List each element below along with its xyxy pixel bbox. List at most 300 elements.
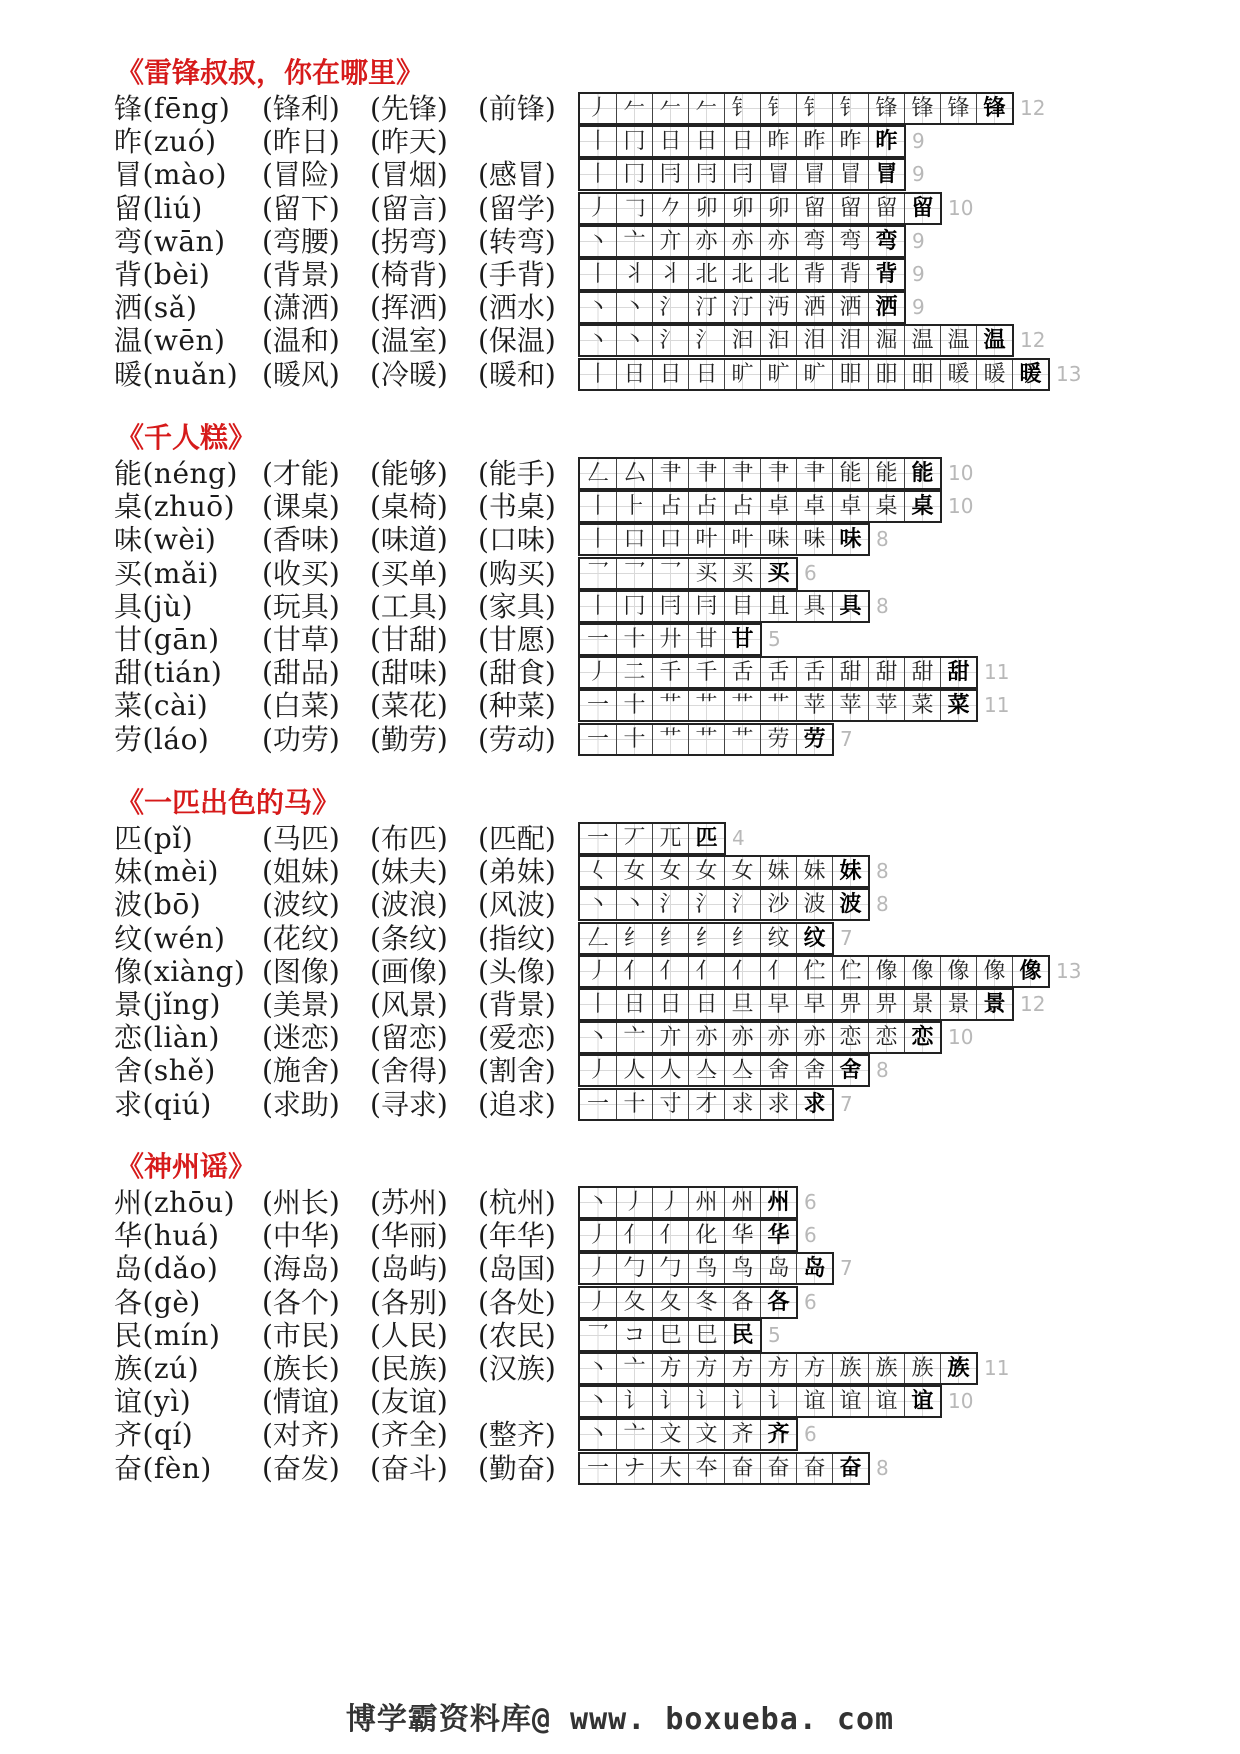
character-pinyin: 菜(cài) xyxy=(114,689,209,723)
character-row xyxy=(0,455,1240,492)
stroke-cell: 占 xyxy=(688,492,724,521)
stroke-cell: 丿 xyxy=(652,1188,688,1217)
character-row xyxy=(0,1450,1240,1487)
stroke-cell: 女 xyxy=(724,857,760,886)
stroke-cell: 伫 xyxy=(796,957,832,986)
stroke-count: 5 xyxy=(768,1322,781,1347)
stroke-cell: 留 xyxy=(904,194,940,223)
character-row xyxy=(0,886,1240,923)
stroke-cell: 弯 xyxy=(796,227,832,256)
word-example: (花纹) xyxy=(262,921,340,955)
word-example: (年华) xyxy=(478,1219,556,1253)
character-row xyxy=(0,1350,1240,1387)
stroke-cell: 背 xyxy=(796,260,832,289)
stroke-cell: 卓 xyxy=(796,492,832,521)
stroke-count: 4 xyxy=(732,826,745,850)
stroke-order-grid xyxy=(578,822,726,855)
word-example: (风景) xyxy=(370,988,448,1021)
stroke-order-grid xyxy=(578,1319,762,1352)
stroke-cell: 𠂉 xyxy=(616,94,652,123)
stroke-cell: 且 xyxy=(760,592,796,621)
stroke-cell: 日 xyxy=(652,127,688,156)
character-pinyin: 昨(zuó) xyxy=(114,125,217,159)
stroke-cell: 味 xyxy=(760,525,796,554)
stroke-cell: 温 xyxy=(904,326,940,355)
stroke-cell: 能 xyxy=(868,459,904,488)
character-row xyxy=(0,920,1240,957)
stroke-cell: 丨 xyxy=(580,492,616,521)
stroke-cell: 甘 xyxy=(688,625,724,654)
word-example: (情谊) xyxy=(262,1385,340,1419)
stroke-count: 11 xyxy=(984,1356,1010,1380)
stroke-cell: 昨 xyxy=(796,127,832,156)
stroke-cell: 畀 xyxy=(868,990,904,1019)
stroke-cell: 一 xyxy=(580,1090,616,1119)
stroke-count: 13 xyxy=(1056,958,1082,983)
character-pinyin: 背(bèi) xyxy=(114,258,211,291)
stroke-cell: 冃 xyxy=(688,160,724,189)
word-example: (家具) xyxy=(478,589,556,623)
stroke-cell: 氵 xyxy=(688,890,724,919)
stroke-cell: 𠂉 xyxy=(652,94,688,123)
stroke-order-grid xyxy=(578,523,870,556)
stroke-cell: 洒 xyxy=(796,293,832,322)
stroke-cell: 亼 xyxy=(688,1056,724,1085)
stroke-order-grid xyxy=(578,125,906,158)
stroke-count: 12 xyxy=(1020,992,1046,1016)
stroke-cell: 化 xyxy=(688,1221,724,1250)
stroke-cell: 像 xyxy=(1012,957,1048,986)
word-example: (人民) xyxy=(370,1318,448,1352)
stroke-cell: 族 xyxy=(904,1354,940,1383)
stroke-cell: 亦 xyxy=(724,227,760,256)
stroke-cell: 旷 xyxy=(796,360,832,389)
stroke-order-grid xyxy=(578,291,906,324)
stroke-cell: 十 xyxy=(616,725,652,754)
word-example: (香味) xyxy=(262,523,340,557)
word-example: (收买) xyxy=(262,556,340,590)
stroke-cell: 汩 xyxy=(760,326,796,355)
lesson-title: 《雷锋叔叔，你在哪里》 xyxy=(116,56,425,89)
stroke-cell: 苹 xyxy=(796,691,832,720)
stroke-cell: 冒 xyxy=(796,160,832,189)
stroke-cell: 氵 xyxy=(652,890,688,919)
character-pinyin: 锋(fēng) xyxy=(114,92,231,125)
stroke-cell: コ xyxy=(616,1321,652,1350)
word-example: (玩具) xyxy=(262,589,340,623)
stroke-cell: 𠃌 xyxy=(616,194,652,223)
stroke-cell: 民 xyxy=(724,1321,760,1350)
stroke-cell: 菜 xyxy=(904,691,940,720)
stroke-cell: 亣 xyxy=(652,1023,688,1052)
stroke-count: 10 xyxy=(948,1389,974,1414)
word-example: (甘甜) xyxy=(370,623,448,656)
stroke-cell: 才 xyxy=(688,1090,724,1119)
stroke-cell: 妹 xyxy=(796,857,832,886)
stroke-cell: 艹 xyxy=(724,725,760,754)
stroke-cell: 肀 xyxy=(760,459,796,488)
stroke-cell: 各 xyxy=(760,1288,796,1317)
stroke-cell: 泪 xyxy=(832,326,868,355)
stroke-order-grid xyxy=(578,988,1014,1021)
stroke-cell: 亻 xyxy=(760,957,796,986)
character-pinyin: 桌(zhuō) xyxy=(114,490,236,524)
character-row xyxy=(0,1184,1240,1221)
character-pinyin: 甜(tián) xyxy=(114,656,223,690)
stroke-cell: 谊 xyxy=(904,1387,940,1416)
word-example: (暖和) xyxy=(478,357,556,391)
stroke-cell: 丨 xyxy=(580,990,616,1019)
word-example: (甜味) xyxy=(370,656,448,690)
stroke-cell: 丶 xyxy=(616,293,652,322)
stroke-cell: 钅 xyxy=(832,94,868,123)
character-pinyin: 妹(mèi) xyxy=(114,855,219,889)
stroke-cell: 艹 xyxy=(652,691,688,720)
word-example: (桌椅) xyxy=(370,490,448,524)
word-example: (留言) xyxy=(370,191,448,225)
stroke-cell: 旦 xyxy=(724,990,760,1019)
stroke-cell: 肀 xyxy=(652,459,688,488)
word-example: (迷恋) xyxy=(262,1021,340,1055)
word-example: (甜食) xyxy=(478,656,556,690)
character-pinyin: 奋(fèn) xyxy=(114,1451,212,1485)
word-example: (中华) xyxy=(262,1219,340,1253)
stroke-cell: 丨 xyxy=(580,360,616,389)
stroke-cell: 口 xyxy=(652,525,688,554)
stroke-cell: 艹 xyxy=(724,691,760,720)
stroke-cell: 亦 xyxy=(724,1023,760,1052)
stroke-cell: 甜 xyxy=(868,658,904,687)
word-example: (冷暖) xyxy=(370,357,448,391)
stroke-cell: 淈 xyxy=(868,326,904,355)
stroke-order-grid xyxy=(578,1286,798,1319)
stroke-cell: 冃 xyxy=(688,592,724,621)
stroke-count: 10 xyxy=(948,195,974,220)
stroke-order-grid xyxy=(578,1186,798,1219)
stroke-cell: 景 xyxy=(940,990,976,1019)
word-example: (民族) xyxy=(370,1352,448,1385)
stroke-cell: 冒 xyxy=(760,160,796,189)
stroke-count: 10 xyxy=(948,461,974,485)
stroke-cell: 州 xyxy=(760,1188,796,1217)
stroke-cell: 大 xyxy=(652,1454,688,1483)
stroke-cell: 奋 xyxy=(796,1454,832,1483)
character-pinyin: 能(néng) xyxy=(114,457,238,490)
word-example: (岛国) xyxy=(478,1252,556,1286)
stroke-cell: 像 xyxy=(904,957,940,986)
stroke-cell: 纟 xyxy=(688,924,724,953)
stroke-count: 7 xyxy=(840,925,853,950)
word-example: (拐弯) xyxy=(370,224,448,258)
stroke-cell: 日 xyxy=(724,127,760,156)
stroke-cell: 方 xyxy=(724,1354,760,1383)
stroke-cell: 求 xyxy=(796,1090,832,1119)
stroke-cell: 妹 xyxy=(832,857,868,886)
stroke-cell: 锋 xyxy=(868,94,904,123)
stroke-cell: 冂 xyxy=(616,160,652,189)
stroke-cell: 昨 xyxy=(760,127,796,156)
character-pinyin: 纹(wén) xyxy=(114,921,226,955)
stroke-cell: 丿 xyxy=(580,957,616,986)
stroke-cell: 背 xyxy=(832,260,868,289)
word-example: (冒险) xyxy=(262,158,340,192)
stroke-cell: 讠 xyxy=(652,1387,688,1416)
stroke-count: 5 xyxy=(768,627,781,651)
stroke-cell: 肀 xyxy=(796,459,832,488)
stroke-cell: 氵 xyxy=(724,890,760,919)
stroke-cell: 奋 xyxy=(760,1454,796,1483)
stroke-cell: 钅 xyxy=(760,94,796,123)
stroke-cell: 乛 xyxy=(580,1321,616,1350)
stroke-cell: 像 xyxy=(940,957,976,986)
stroke-cell: 讠 xyxy=(760,1387,796,1416)
stroke-cell: 廾 xyxy=(652,625,688,654)
stroke-cell: 冒 xyxy=(832,160,868,189)
word-example: (菜花) xyxy=(370,689,448,723)
character-pinyin: 景(jǐng) xyxy=(114,988,221,1021)
stroke-cell: 亦 xyxy=(796,1023,832,1052)
word-example: (苏州) xyxy=(370,1186,448,1219)
stroke-cell: 二 xyxy=(616,658,652,687)
stroke-cell: 冬 xyxy=(688,1288,724,1317)
stroke-cell: 女 xyxy=(616,857,652,886)
stroke-order-grid xyxy=(578,1021,942,1054)
word-example: (施舍) xyxy=(262,1054,340,1088)
stroke-cell: 冂 xyxy=(616,592,652,621)
stroke-cell: 亠 xyxy=(616,1354,652,1383)
stroke-cell: 氵 xyxy=(652,293,688,322)
stroke-cell: 背 xyxy=(868,260,904,289)
stroke-cell: 氵 xyxy=(652,326,688,355)
stroke-cell: 鸟 xyxy=(724,1254,760,1283)
word-example: (挥洒) xyxy=(370,291,448,325)
stroke-cell: 留 xyxy=(868,194,904,223)
stroke-cell: 日 xyxy=(652,990,688,1019)
stroke-cell: 勹 xyxy=(616,1254,652,1283)
character-row xyxy=(0,1086,1240,1123)
stroke-cell: 纹 xyxy=(760,924,796,953)
stroke-cell: 妹 xyxy=(760,857,796,886)
character-pinyin: 洒(sǎ) xyxy=(114,291,198,325)
word-example: (农民) xyxy=(478,1318,556,1352)
stroke-cell: 讠 xyxy=(616,1387,652,1416)
character-pinyin: 弯(wān) xyxy=(114,224,226,258)
stroke-cell: 亼 xyxy=(724,1056,760,1085)
stroke-count: 6 xyxy=(804,560,817,585)
word-example: (购买) xyxy=(478,556,556,590)
stroke-order-grid xyxy=(578,358,1050,391)
stroke-cell: 舍 xyxy=(832,1056,868,1085)
word-example: (族长) xyxy=(262,1352,340,1385)
character-pinyin: 买(mǎi) xyxy=(114,556,220,590)
stroke-cell: 暖 xyxy=(976,360,1012,389)
word-example: (勤奋) xyxy=(478,1451,556,1485)
stroke-cell: 恋 xyxy=(904,1023,940,1052)
character-pinyin: 华(huá) xyxy=(114,1219,220,1253)
lesson-title: 《神州谣》 xyxy=(116,1150,257,1183)
stroke-count: 9 xyxy=(912,162,925,187)
word-example: (买单) xyxy=(370,556,448,590)
character-row xyxy=(0,322,1240,359)
word-example: (齐全) xyxy=(370,1418,448,1452)
stroke-cell: 华 xyxy=(724,1221,760,1250)
stroke-count: 9 xyxy=(912,262,925,286)
word-example: (书桌) xyxy=(478,490,556,524)
stroke-cell: 纟 xyxy=(652,924,688,953)
word-example: (能手) xyxy=(478,457,556,490)
stroke-cell: 丆 xyxy=(616,824,652,853)
word-example: (求助) xyxy=(262,1087,340,1121)
stroke-cell: 州 xyxy=(724,1188,760,1217)
word-example: (弟妹) xyxy=(478,855,556,889)
stroke-cell: 丶 xyxy=(580,1188,616,1217)
word-example: (岛屿) xyxy=(370,1252,448,1286)
stroke-cell: 夲 xyxy=(688,1454,724,1483)
stroke-cell: ナ xyxy=(616,1454,652,1483)
character-row xyxy=(0,588,1240,625)
stroke-cell: 鸟 xyxy=(688,1254,724,1283)
stroke-cell: 各 xyxy=(724,1288,760,1317)
character-pinyin: 民(mín) xyxy=(114,1318,221,1352)
stroke-cell: 旷 xyxy=(724,360,760,389)
stroke-cell: 味 xyxy=(832,525,868,554)
stroke-count: 8 xyxy=(876,1058,889,1083)
stroke-cell: 亣 xyxy=(652,227,688,256)
stroke-cell: 目 xyxy=(724,592,760,621)
stroke-count: 8 xyxy=(876,527,889,552)
stroke-cell: 昍 xyxy=(868,360,904,389)
character-row xyxy=(0,853,1240,890)
word-example: (温室) xyxy=(370,324,448,358)
footer-watermark: 博学霸资料库@ www. boxueba. com xyxy=(345,1702,895,1737)
character-row xyxy=(0,123,1240,160)
character-row xyxy=(0,621,1240,658)
stroke-cell: 沙 xyxy=(760,890,796,919)
stroke-cell: 汀 xyxy=(688,293,724,322)
stroke-cell: 丿 xyxy=(580,1288,616,1317)
stroke-cell: 丿 xyxy=(580,658,616,687)
stroke-cell: 一 xyxy=(580,725,616,754)
stroke-order-grid xyxy=(578,490,942,523)
stroke-cell: 丿 xyxy=(580,1221,616,1250)
character-pinyin: 恋(liàn) xyxy=(114,1021,220,1055)
stroke-cell: 讠 xyxy=(724,1387,760,1416)
word-example: (友谊) xyxy=(370,1385,448,1419)
stroke-cell: 锋 xyxy=(940,94,976,123)
stroke-cell: 文 xyxy=(688,1420,724,1449)
word-example: (锋利) xyxy=(262,92,340,125)
stroke-cell: 北 xyxy=(760,260,796,289)
stroke-cell: 冂 xyxy=(616,127,652,156)
lesson-title: 《千人糕》 xyxy=(116,421,257,454)
character-pinyin: 温(wēn) xyxy=(114,324,226,358)
stroke-cell: 冃 xyxy=(652,160,688,189)
word-example: (波浪) xyxy=(370,888,448,922)
stroke-cell: 卯 xyxy=(760,194,796,223)
word-example: (暖风) xyxy=(262,357,340,391)
character-row xyxy=(0,953,1240,990)
stroke-cell: 艹 xyxy=(652,725,688,754)
stroke-cell: 冒 xyxy=(868,160,904,189)
stroke-cell: 像 xyxy=(868,957,904,986)
stroke-cell: 洒 xyxy=(832,293,868,322)
stroke-cell: 艹 xyxy=(688,725,724,754)
character-row xyxy=(0,256,1240,293)
character-pinyin: 味(wèi) xyxy=(114,523,217,557)
stroke-cell: 艹 xyxy=(688,691,724,720)
stroke-cell: 具 xyxy=(796,592,832,621)
stroke-cell: 文 xyxy=(652,1420,688,1449)
stroke-cell: 十 xyxy=(616,691,652,720)
stroke-cell: 亻 xyxy=(616,957,652,986)
stroke-count: 9 xyxy=(912,228,925,253)
stroke-cell: 亠 xyxy=(616,1420,652,1449)
stroke-cell: 族 xyxy=(940,1354,976,1383)
stroke-cell: 波 xyxy=(796,890,832,919)
stroke-cell: 纟 xyxy=(724,924,760,953)
word-example: (指纹) xyxy=(478,921,556,955)
word-example: (转弯) xyxy=(478,224,556,258)
word-example: (手背) xyxy=(478,258,556,291)
character-pinyin: 舍(shě) xyxy=(114,1054,216,1088)
character-pinyin: 各(gè) xyxy=(114,1285,201,1319)
stroke-cell: 劳 xyxy=(796,725,832,754)
stroke-order-grid xyxy=(578,955,1050,988)
stroke-cell: 昍 xyxy=(904,360,940,389)
stroke-order-grid xyxy=(578,1252,834,1285)
stroke-order-grid xyxy=(578,1418,798,1451)
word-example: (保温) xyxy=(478,324,556,358)
stroke-count: 10 xyxy=(948,1025,974,1050)
stroke-order-grid xyxy=(578,922,834,955)
character-row xyxy=(0,356,1240,393)
word-example: (各处) xyxy=(478,1285,556,1319)
character-pinyin: 暖(nuǎn) xyxy=(114,357,239,391)
stroke-cell: 纟 xyxy=(616,924,652,953)
stroke-cell: 艹 xyxy=(760,691,796,720)
word-example: (图像) xyxy=(262,954,340,988)
stroke-cell: 具 xyxy=(832,592,868,621)
character-row xyxy=(0,90,1240,127)
stroke-count: 7 xyxy=(840,1091,853,1116)
word-example: (能够) xyxy=(370,457,448,490)
stroke-cell: 泪 xyxy=(796,326,832,355)
word-example: (美景) xyxy=(262,988,340,1021)
stroke-cell: 𠂉 xyxy=(688,94,724,123)
stroke-cell: 氵 xyxy=(688,326,724,355)
word-example: (各别) xyxy=(370,1285,448,1319)
stroke-cell: 谊 xyxy=(796,1387,832,1416)
word-example: (风波) xyxy=(478,888,556,922)
stroke-count: 7 xyxy=(840,726,853,751)
stroke-cell: 人 xyxy=(652,1056,688,1085)
stroke-cell: 丬 xyxy=(652,260,688,289)
stroke-cell: 丬 xyxy=(616,260,652,289)
character-row xyxy=(0,1284,1240,1321)
stroke-cell: 昨 xyxy=(832,127,868,156)
stroke-cell: 昨 xyxy=(868,127,904,156)
stroke-cell: 景 xyxy=(976,990,1012,1019)
stroke-cell: 方 xyxy=(652,1354,688,1383)
stroke-cell: 丶 xyxy=(616,890,652,919)
stroke-cell: 奋 xyxy=(832,1454,868,1483)
character-pinyin: 具(jù) xyxy=(114,589,194,623)
stroke-cell: 像 xyxy=(976,957,1012,986)
stroke-cell: 苹 xyxy=(832,691,868,720)
word-example: (背景) xyxy=(478,988,556,1021)
character-row xyxy=(0,1317,1240,1354)
word-example: (劳动) xyxy=(478,722,556,756)
